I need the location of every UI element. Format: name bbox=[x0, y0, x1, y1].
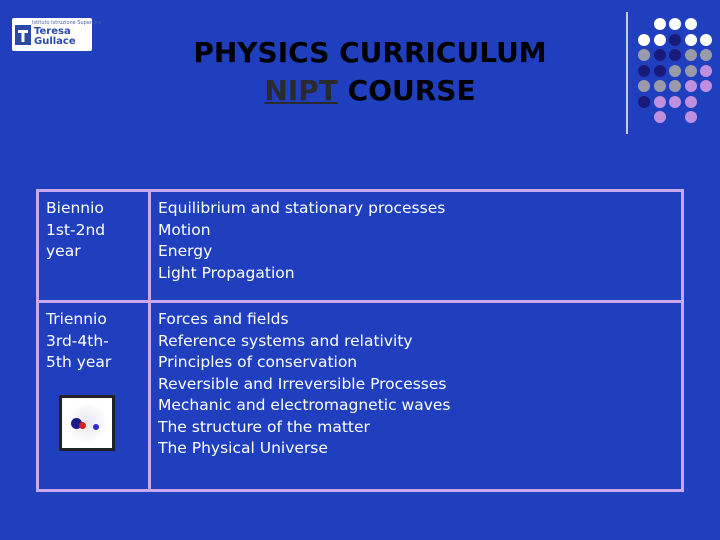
school-logo bbox=[12, 18, 102, 51]
decorative-dot bbox=[638, 49, 650, 61]
decorative-dot bbox=[654, 96, 666, 108]
topic-item: Mechanic and electromagnetic waves bbox=[158, 396, 451, 414]
period-label-line: year bbox=[46, 242, 81, 260]
topic-item: Reversible and Irreversible Processes bbox=[158, 374, 447, 393]
decorative-dot bbox=[654, 65, 666, 77]
decorative-dot bbox=[638, 80, 650, 92]
decorative-dot bbox=[685, 80, 697, 92]
school-logo-icon bbox=[15, 25, 31, 45]
decorative-dot bbox=[638, 34, 650, 46]
curriculum-table bbox=[36, 189, 684, 492]
atom-particle bbox=[79, 422, 86, 429]
topic-item: Energy bbox=[158, 242, 213, 260]
topics-cell bbox=[150, 191, 683, 302]
decorative-dot bbox=[638, 65, 650, 77]
logo-tagline: Istituto Istruzione Superiore bbox=[32, 20, 102, 26]
period-label-line: Triennio bbox=[46, 310, 107, 328]
decorative-dot bbox=[685, 111, 697, 123]
topic-item: Light Propagation bbox=[158, 263, 295, 282]
topic-item: The Physical Universe bbox=[158, 439, 328, 457]
period-label-line: Biennio bbox=[46, 199, 104, 217]
atom-particle bbox=[93, 424, 99, 430]
decorative-dot bbox=[654, 111, 666, 123]
table-row bbox=[38, 191, 683, 302]
table-row bbox=[38, 302, 683, 491]
decorative-dot bbox=[700, 80, 712, 92]
topics-cell bbox=[150, 302, 683, 491]
decorative-dot bbox=[654, 18, 666, 30]
page-title bbox=[130, 34, 610, 110]
topic-item: Reference systems and relativity bbox=[158, 331, 413, 350]
period-cell bbox=[38, 191, 150, 302]
decorative-dot bbox=[700, 65, 712, 77]
decorative-dot bbox=[654, 34, 666, 46]
decorative-dot bbox=[654, 49, 666, 61]
logo-name-line1: Teresa bbox=[34, 26, 71, 37]
decorative-dot bbox=[685, 65, 697, 77]
period-label-line: 1st-2nd bbox=[46, 220, 106, 239]
title-underlined-word: NIPT bbox=[264, 74, 338, 107]
title-line2 bbox=[130, 72, 610, 110]
decorative-dot bbox=[669, 80, 681, 92]
decorative-dot bbox=[654, 80, 666, 92]
topic-item: The structure of the matter bbox=[158, 417, 370, 436]
topic-item: Forces and fields bbox=[158, 310, 289, 328]
decorative-dot bbox=[669, 49, 681, 61]
decorative-dot-grid-icon bbox=[638, 18, 718, 128]
period-label-line: 3rd-4th- bbox=[46, 331, 109, 350]
title-line1: PHYSICS CURRICULUM bbox=[193, 36, 547, 69]
decorative-dot bbox=[700, 49, 712, 61]
decorative-dot bbox=[669, 65, 681, 77]
decorative-dot bbox=[669, 18, 681, 30]
title-line2-rest: COURSE bbox=[337, 74, 476, 107]
decorative-dot bbox=[685, 34, 697, 46]
period-label-line: 5th year bbox=[46, 353, 112, 371]
decorative-dot bbox=[669, 34, 681, 46]
topic-item: Principles of conservation bbox=[158, 353, 358, 371]
period-cell bbox=[38, 302, 150, 491]
topic-item: Equilibrium and stationary processes bbox=[158, 199, 446, 217]
decorative-dot bbox=[700, 34, 712, 46]
decorative-dot bbox=[685, 18, 697, 30]
divider-line bbox=[626, 12, 628, 134]
topic-item: Motion bbox=[158, 220, 211, 239]
decorative-dot bbox=[638, 96, 650, 108]
decorative-dot bbox=[685, 49, 697, 61]
atom-image-icon bbox=[62, 398, 112, 448]
decorative-dot bbox=[669, 96, 681, 108]
decorative-dot bbox=[685, 96, 697, 108]
logo-name-line2: Gullace bbox=[34, 36, 76, 47]
